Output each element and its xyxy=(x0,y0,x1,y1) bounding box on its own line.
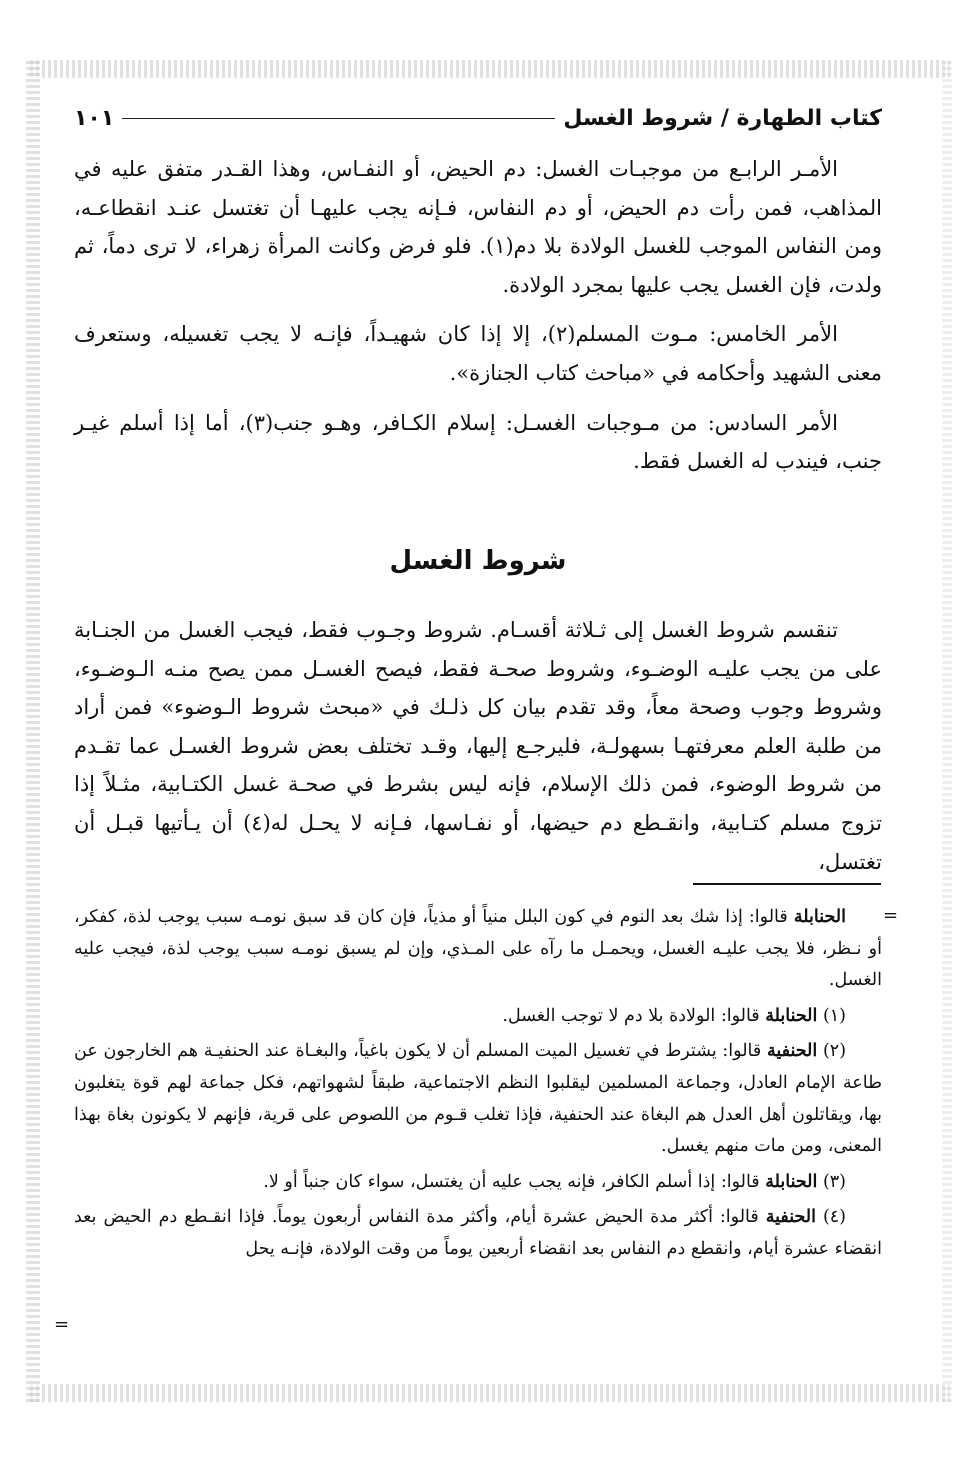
running-title: كتاب الطهارة / شروط الغسل xyxy=(563,105,882,131)
footnotes xyxy=(74,902,882,1270)
footnote-1 xyxy=(74,1001,882,1033)
page-number: ١٠١ xyxy=(74,105,115,131)
footnote-separator xyxy=(693,883,881,885)
section-text xyxy=(74,611,882,881)
page-header xyxy=(74,98,882,138)
footnote-number: (٢) xyxy=(817,1041,847,1062)
footnote-continued xyxy=(74,902,882,997)
paragraph-fifth-matter: الأمر الخامس: مـوت المسلم(٢)، إلا إذا كان شهيـداً، فإنـه لا يجب تغسيله، وستعرف معنى الشهيد وأحكامه في «مباحث كتاب الجنازة». xyxy=(74,322,882,385)
decorative-border-right xyxy=(942,60,952,1402)
footnote-text: قالوا: إذا أسلم الكافر، فإنه يجب عليه أن يغتسل، سواء كان جنباً أو لا. xyxy=(263,1171,766,1192)
footnote-school-label: الحنابلة xyxy=(765,1005,818,1026)
footnote-text: قالوا: إذا شك بعد النوم في كون البلل منياً أو مذياً، فإن كان قد سبق نومـه سبب يوجب لذة، كفكر، أو نـظر، فلا يجب عليـه الغسل، ويحمـل ما رآه على المـذي، وإن لم يسبق نومـه سبب يوجب لذة، فيجب عليه الغسل. xyxy=(74,907,882,991)
footnote-text: قالوا: يشترط في تغسيل الميت المسلم أن لا يكون باغياً، والبغـاة عند الحنفيـة هم الخارجون عن طاعة الإمام العادل، وجماعة المسلمين ليقلبوا النظم الاجتماعية، طبقاً لشهواتهم، فكل جماعة لهم قوة يتغلبون بها، ويقاتلون أهل العدل هم البغاة عند الحنفية، فإذا تغلب قـوم من اللصوص على قرية، فإنهم لا يكونون بغاة بهذا المعنى، ومن مات منهم يغسل. xyxy=(74,1041,882,1157)
decorative-border-bottom xyxy=(30,1384,950,1402)
footnote-number: (١) xyxy=(817,1005,846,1026)
section-heading: شروط الغسل xyxy=(389,546,567,576)
header-rule xyxy=(122,118,555,119)
footnote-continues-marker: = xyxy=(54,1314,70,1335)
footnote-text: قالوا: الولادة بلا دم لا توجب الغسل. xyxy=(502,1005,766,1026)
footnote-2 xyxy=(74,1036,882,1162)
footnote-number: (٤) xyxy=(815,1207,846,1228)
footnote-4 xyxy=(74,1202,882,1265)
paragraph-fourth-matter: الأمـر الرابـع من موجبـات الغسل: دم الحيض، أو النفـاس، وهذا القـدر متفق عليه في المذاهب، فمن رأت دم الحيض، أو دم النفاس، فـإنه يجب عليهـا أن تغتسل عنـد انقطاعـه، ومن النفاس الموجب للغسل الولادة بلا دم(١). فلو فرض وكانت المرأة زهراء، لا ترى دماً، ثم ولدت، فإن الغسل يجب عليها بمجرد الولادة. xyxy=(74,157,882,297)
footnote-school-label: الحنابلة xyxy=(765,1171,818,1192)
main-text xyxy=(74,150,882,492)
footnote-school-label: الحنفية xyxy=(765,1207,816,1228)
paragraph-conditions: تنقسم شروط الغسل إلى ثـلاثة أقسـام. شروط وجـوب فقط، فيجب الغسل من الجنـابة على من يجب عليـه الوضـوء، وشروط صحـة فقط، فيصح الغسـل ممن يصح منـه الـوضـوء، وشروط وجوب وصحة معاً، وقد تقدم بيان كل ذلـك في «مبحث شروط الـوضوء» فمن أراد من طلبة العلم معرفتهـا بسهولـة، فليرجـع إليها، وقـد تختلف بعض شروط الغسـل عما تقـدم من شروط الوضوء، فمن ذلك الإسلام، فإنه ليس بشرط في صحـة غسل الكتـابية، مثـلاً إذا تزوج مسلم كتـابية، وانقـطع دم حيضها، أو نفـاسها، فـإنه لا يحـل له(٤) أن يـأتيها قبـل أن تغتسل، xyxy=(74,618,882,874)
decorative-border-left xyxy=(26,60,40,1402)
footnote-school-label: الحنابلة xyxy=(793,907,846,927)
paragraph-sixth-matter: الأمر السادس: من مـوجبات الغسـل: إسلام الكـافر، وهـو جنب(٣)، أما إذا أسلم غيـر جنب، فيندب له الغسل فقط. xyxy=(74,410,882,474)
footnote-text: قالوا: أكثر مدة الحيض عشرة أيام، وأكثر مدة النفاس أربعون يوماً. فإذا انقـطع دم الحيض بعد انقضاء عشرة أيام، وانقطع دم النفاس بعد انقضاء أربعين يوماً من وقت الولادة، فإنـه يحل xyxy=(74,1207,882,1259)
footnote-3 xyxy=(74,1167,882,1199)
footnote-number: (٣) xyxy=(817,1171,846,1192)
footnote-school-label: الحنفية xyxy=(766,1041,818,1062)
footnote-continuation-marker: = xyxy=(883,905,899,926)
decorative-border-top xyxy=(30,60,950,78)
